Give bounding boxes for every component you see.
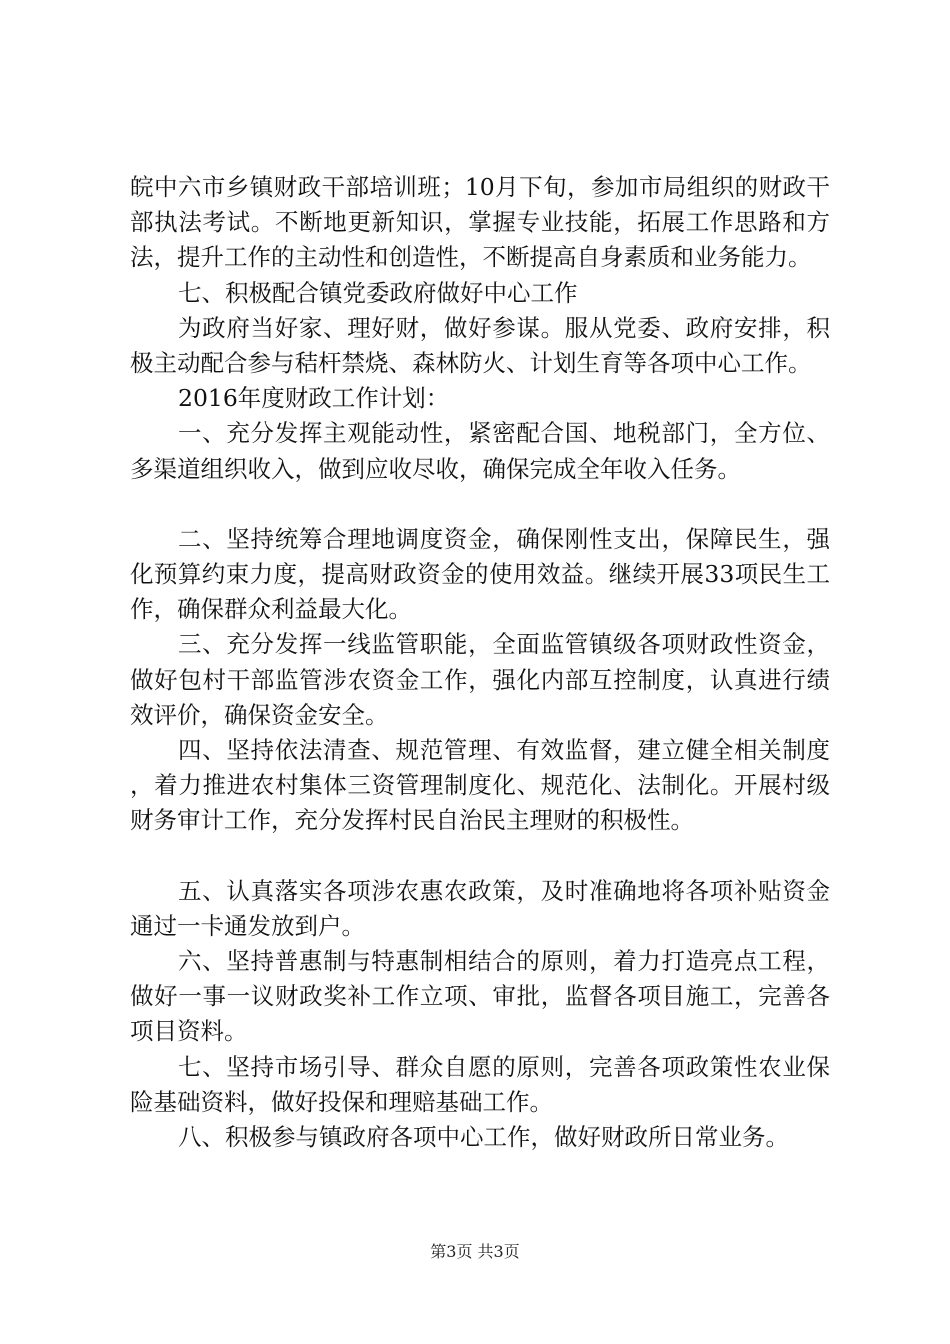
- plan-item-3: 三、充分发挥一线监管职能，全面监管镇级各项财政性资金，做好包村干部监管涉农资金工作，强化内部互控制度，认真进行绩效评价，确保资金安全。: [130, 630, 830, 729]
- heading-2016-plan: 2016年度财政工作计划：: [178, 384, 450, 413]
- plan-item-2: 二、坚持统筹合理地调度资金，确保刚性支出，保障民生，强化预算约束力度，提高财政资金的使用效益。继续开展33项民生工作，确保群众利益最大化。: [130, 524, 830, 624]
- plan-item-1: 一、充分发挥主观能动性，紧密配合国、地税部门，全方位、多渠道组织收入，做到应收尽收，确保完成全年收入任务。: [130, 419, 830, 483]
- plan-item-5: 五、认真落实各项涉农惠农政策，及时准确地将各项补贴资金通过一卡通发放到户。: [130, 876, 830, 940]
- plan-item-7: 七、坚持市场引导、群众自愿的原则，完善各项政策性农业保险基础资料，做好投保和理赔基础工作。: [130, 1052, 830, 1116]
- plan-item-8: 八、积极参与镇政府各项中心工作，做好财政所日常业务。: [178, 1123, 789, 1152]
- page-number-footer: 第3页 共3页: [430, 1242, 520, 1261]
- paragraph-training-summary: 皖中六市乡镇财政干部培训班；10月下旬，参加市局组织的财政干部执法考试。不断地更新知识，掌握专业技能，拓展工作思路和方法，提升工作的主动性和创造性，不断提高自身素质和业务能力。: [130, 173, 830, 272]
- heading-section-seven: 七、积极配合镇党委政府做好中心工作: [178, 278, 578, 307]
- paragraph-government-support: 为政府当好家、理好财，做好参谋。服从党委、政府安排，积极主动配合参与秸杆禁烧、森林防火、计划生育等各项中心工作。: [130, 313, 830, 378]
- plan-item-6: 六、坚持普惠制与特惠制相结合的原则，着力打造亮点工程，做好一事一议财政奖补工作立项、审批，监督各项目施工，完善各项目资料。: [130, 947, 830, 1046]
- plan-item-4: 四、坚持依法清查、规范管理、有效监督，建立健全相关制度，着力推进农村集体三资管理制度化、规范化、法制化。开展村级财务审计工作，充分发挥村民自治民主理财的积极性。: [130, 736, 830, 835]
- document-body: [130, 170, 830, 1155]
